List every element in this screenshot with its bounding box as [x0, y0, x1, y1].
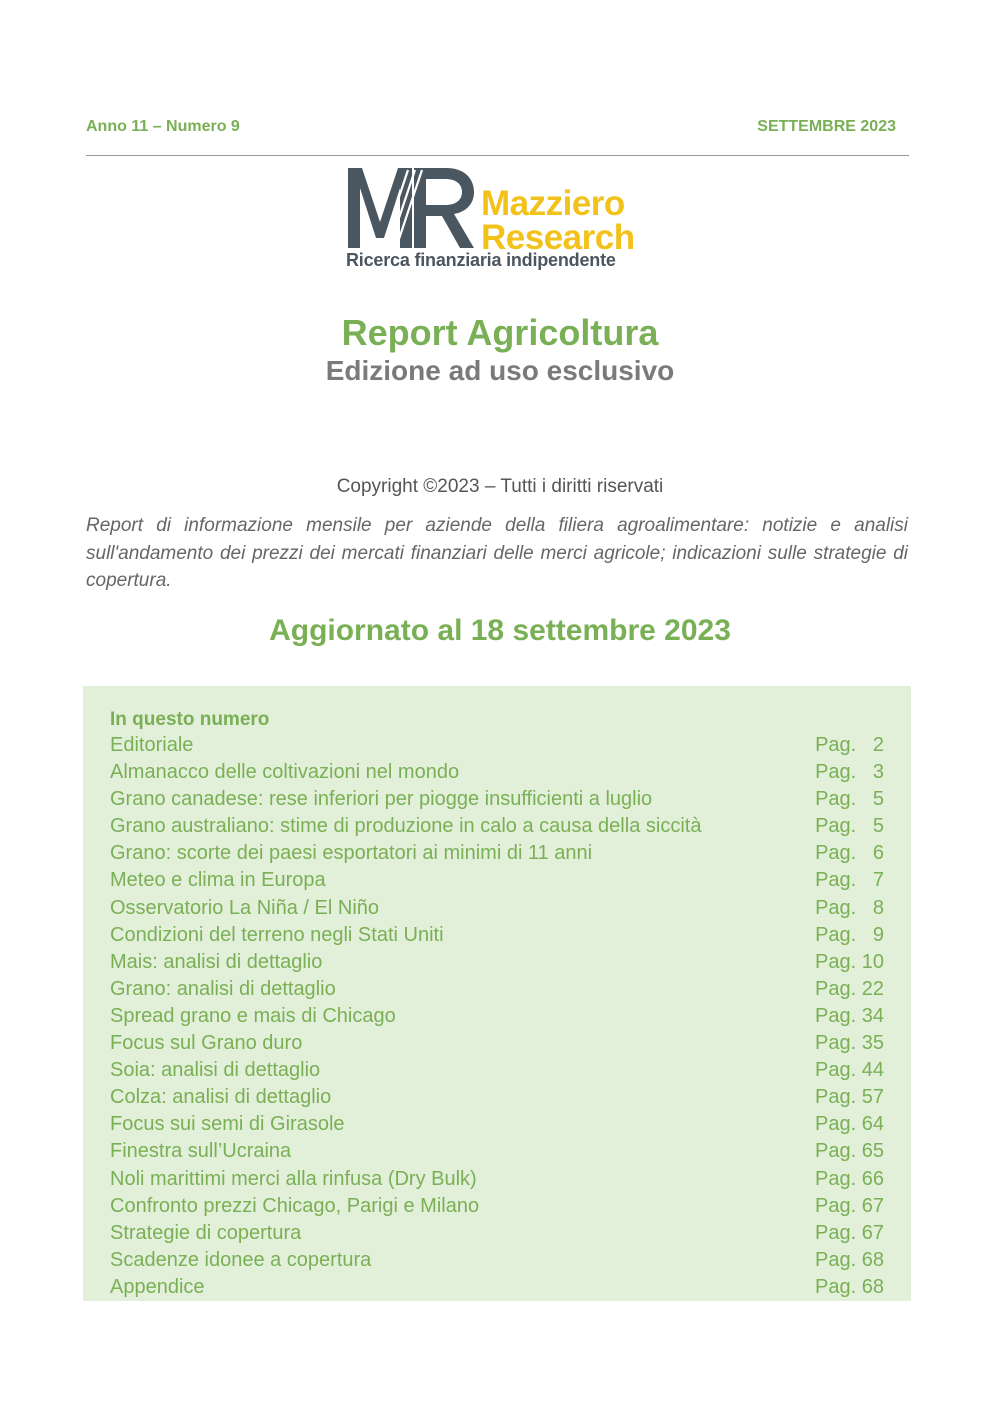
- toc-item[interactable]: [110, 1003, 884, 1030]
- toc-item[interactable]: [110, 1030, 884, 1057]
- toc-item-page: Pag. 34: [815, 1004, 884, 1027]
- toc-item-page: Pag. 8: [815, 896, 884, 919]
- toc-item[interactable]: [110, 1220, 884, 1247]
- toc-item-page: Pag. 7: [815, 869, 884, 892]
- toc-list: [110, 732, 884, 1301]
- toc-item-label: Finestra sull’Ucraina: [110, 1140, 292, 1163]
- toc-item[interactable]: [110, 1138, 884, 1165]
- toc-item-page: Pag. 6: [815, 842, 884, 865]
- toc-item-page: Pag. 67: [815, 1194, 884, 1217]
- issue-date: SETTEMBRE 2023: [757, 118, 896, 135]
- toc-item-label: Scadenze idonee a copertura: [110, 1248, 372, 1271]
- logo-tagline: Ricerca finanziaria indipendente: [346, 250, 616, 270]
- table-of-contents: [83, 686, 911, 1301]
- toc-item[interactable]: [110, 840, 884, 867]
- toc-item[interactable]: [110, 813, 884, 840]
- toc-item-page: Pag. 22: [815, 977, 884, 1000]
- toc-item[interactable]: [110, 732, 884, 759]
- page-header: [86, 118, 896, 136]
- toc-item-page: Pag. 57: [815, 1086, 884, 1109]
- copyright-notice: Copyright ©2023 – Tutti i diritti riservati: [336, 476, 664, 497]
- toc-item-label: Mais: analisi di dettaglio: [110, 950, 323, 973]
- toc-item-page: Pag. 9: [815, 923, 884, 946]
- toc-item-label: Grano canadese: rese inferiori per piogge insufficienti a luglio: [110, 788, 653, 811]
- toc-item-page: Pag. 67: [815, 1221, 884, 1244]
- toc-item-label: Confronto prezzi Chicago, Parigi e Milano: [110, 1194, 480, 1217]
- toc-item[interactable]: [110, 867, 884, 894]
- toc-item-label: Grano: scorte dei paesi esportatori ai minimi di 11 anni: [110, 842, 593, 865]
- toc-heading: In questo numero: [110, 709, 270, 730]
- toc-item-label: Focus sul Grano duro: [110, 1032, 303, 1055]
- toc-item[interactable]: [110, 1166, 884, 1193]
- toc-item-page: Pag. 65: [815, 1140, 884, 1163]
- toc-item-label: Focus sui semi di Girasole: [110, 1113, 345, 1136]
- toc-item-page: Pag. 5: [815, 788, 884, 811]
- toc-item[interactable]: [110, 759, 884, 786]
- report-subtitle: Edizione ad uso esclusivo: [325, 355, 675, 386]
- header-divider: [86, 155, 909, 156]
- toc-item-label: Appendice: [110, 1275, 205, 1298]
- toc-item[interactable]: [110, 976, 884, 1003]
- updated-date: Aggiornato al 18 settembre 2023: [269, 614, 731, 647]
- logo-brand-line2: Research: [481, 218, 635, 257]
- toc-item-label: Condizioni del terreno negli Stati Uniti: [110, 923, 444, 946]
- toc-item-label: Colza: analisi di dettaglio: [110, 1086, 332, 1109]
- toc-item[interactable]: [110, 1274, 884, 1301]
- issue-number: Anno 11 – Numero 9: [86, 118, 240, 135]
- toc-item-label: Soia: analisi di dettaglio: [110, 1059, 321, 1082]
- report-title: Report Agricoltura: [341, 312, 659, 353]
- mr-logo-mark: [346, 166, 476, 250]
- toc-item-label: Grano: analisi di dettaglio: [110, 977, 336, 1000]
- toc-item-page: Pag. 3: [815, 761, 884, 784]
- toc-item[interactable]: [110, 1247, 884, 1274]
- toc-item-page: Pag. 68: [815, 1248, 884, 1271]
- logo-brand-line1: Mazziero: [481, 184, 625, 223]
- toc-item-page: Pag. 64: [815, 1113, 884, 1136]
- toc-item[interactable]: [110, 922, 884, 949]
- toc-item[interactable]: [110, 786, 884, 813]
- toc-item[interactable]: [110, 1084, 884, 1111]
- toc-item-page: Pag. 44: [815, 1059, 884, 1082]
- toc-item[interactable]: [110, 1111, 884, 1138]
- toc-item[interactable]: [110, 1193, 884, 1220]
- toc-item-page: Pag. 68: [815, 1275, 884, 1298]
- toc-item-label: Osservatorio La Niña / El Niño: [110, 896, 380, 919]
- toc-item[interactable]: [110, 895, 884, 922]
- toc-item-page: Pag. 5: [815, 815, 884, 838]
- mazziero-research-logo: [346, 166, 656, 276]
- toc-item-label: Editoriale: [110, 734, 194, 756]
- report-description: Report di informazione mensile per aziende della filiera agroalimentare: notizie e analisi sull'andamento dei prezzi dei mercati finanziari delle merci agricole; indicazioni sulle strategie di copertura.: [86, 515, 908, 591]
- toc-item-page: Pag. 2: [815, 734, 884, 756]
- toc-item-label: Spread grano e mais di Chicago: [110, 1004, 396, 1027]
- toc-item-page: Pag. 10: [815, 950, 884, 973]
- toc-item-page: Pag. 35: [815, 1032, 884, 1055]
- toc-item[interactable]: [110, 1057, 884, 1084]
- toc-item-label: Noli marittimi merci alla rinfusa (Dry Bulk): [110, 1167, 477, 1190]
- toc-item-label: Almanacco delle coltivazioni nel mondo: [110, 761, 460, 784]
- toc-item-page: Pag. 66: [815, 1167, 884, 1190]
- toc-item-label: Strategie di copertura: [110, 1221, 302, 1244]
- toc-item-label: Meteo e clima in Europa: [110, 869, 326, 892]
- toc-item[interactable]: [110, 949, 884, 976]
- toc-item-label: Grano australiano: stime di produzione in calo a causa della siccità: [110, 815, 702, 838]
